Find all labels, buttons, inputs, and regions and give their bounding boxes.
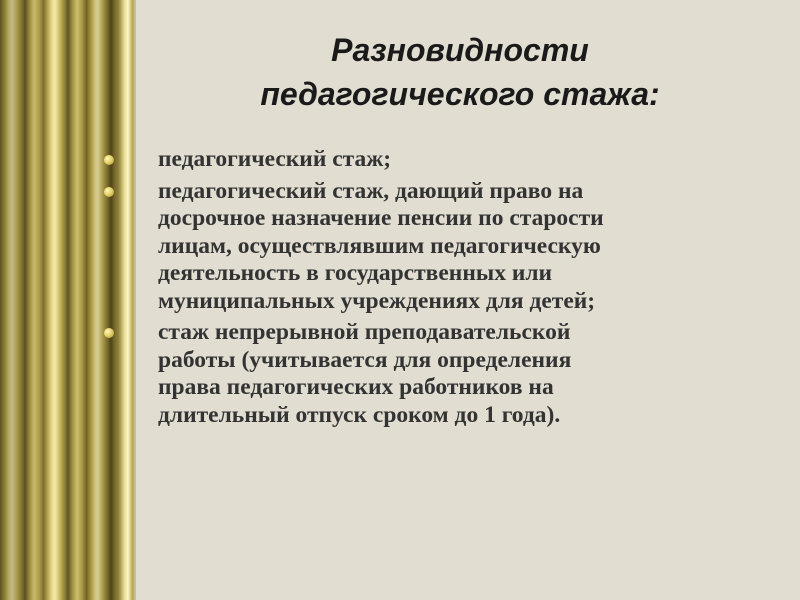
bullet-text-line: деятельность в государственных или <box>158 260 553 286</box>
slide-title-line-2: педагогического стажа: <box>260 76 660 112</box>
bullet-text-line: лицам, осуществлявшим педагогическую <box>158 232 601 259</box>
slide-title <box>150 28 770 116</box>
bullet-text <box>158 178 780 316</box>
bullet-text-line: длительный отпуск сроком до 1 года). <box>158 401 561 428</box>
bullet-text-line: работы (учитывается для определения <box>158 346 572 373</box>
slide-title-line-1: Разновидности <box>331 32 589 68</box>
gold-dot-bullet-icon <box>104 155 114 165</box>
bullet-text <box>158 146 780 174</box>
bullet-text-line: досрочное назначение пенсии по старости <box>158 205 604 231</box>
bullet-item-3 <box>100 319 780 429</box>
gold-dot-bullet-icon <box>104 328 114 338</box>
bullet-text-line: педагогический стаж; <box>158 146 392 172</box>
bullet-text-line: муниципальных учреждениях для детей; <box>158 287 596 314</box>
bullet-text-line: стаж непрерывной преподавательской <box>158 319 571 345</box>
bullet-item-1 <box>100 146 780 174</box>
bullet-text <box>158 319 780 429</box>
bullet-text-line: права педагогических работников на <box>158 374 554 400</box>
bullet-item-2 <box>100 178 780 316</box>
bullet-text-line: педагогический стаж, дающий право на <box>158 177 584 204</box>
gold-dot-bullet-icon <box>104 187 114 197</box>
bullet-list <box>100 146 780 433</box>
